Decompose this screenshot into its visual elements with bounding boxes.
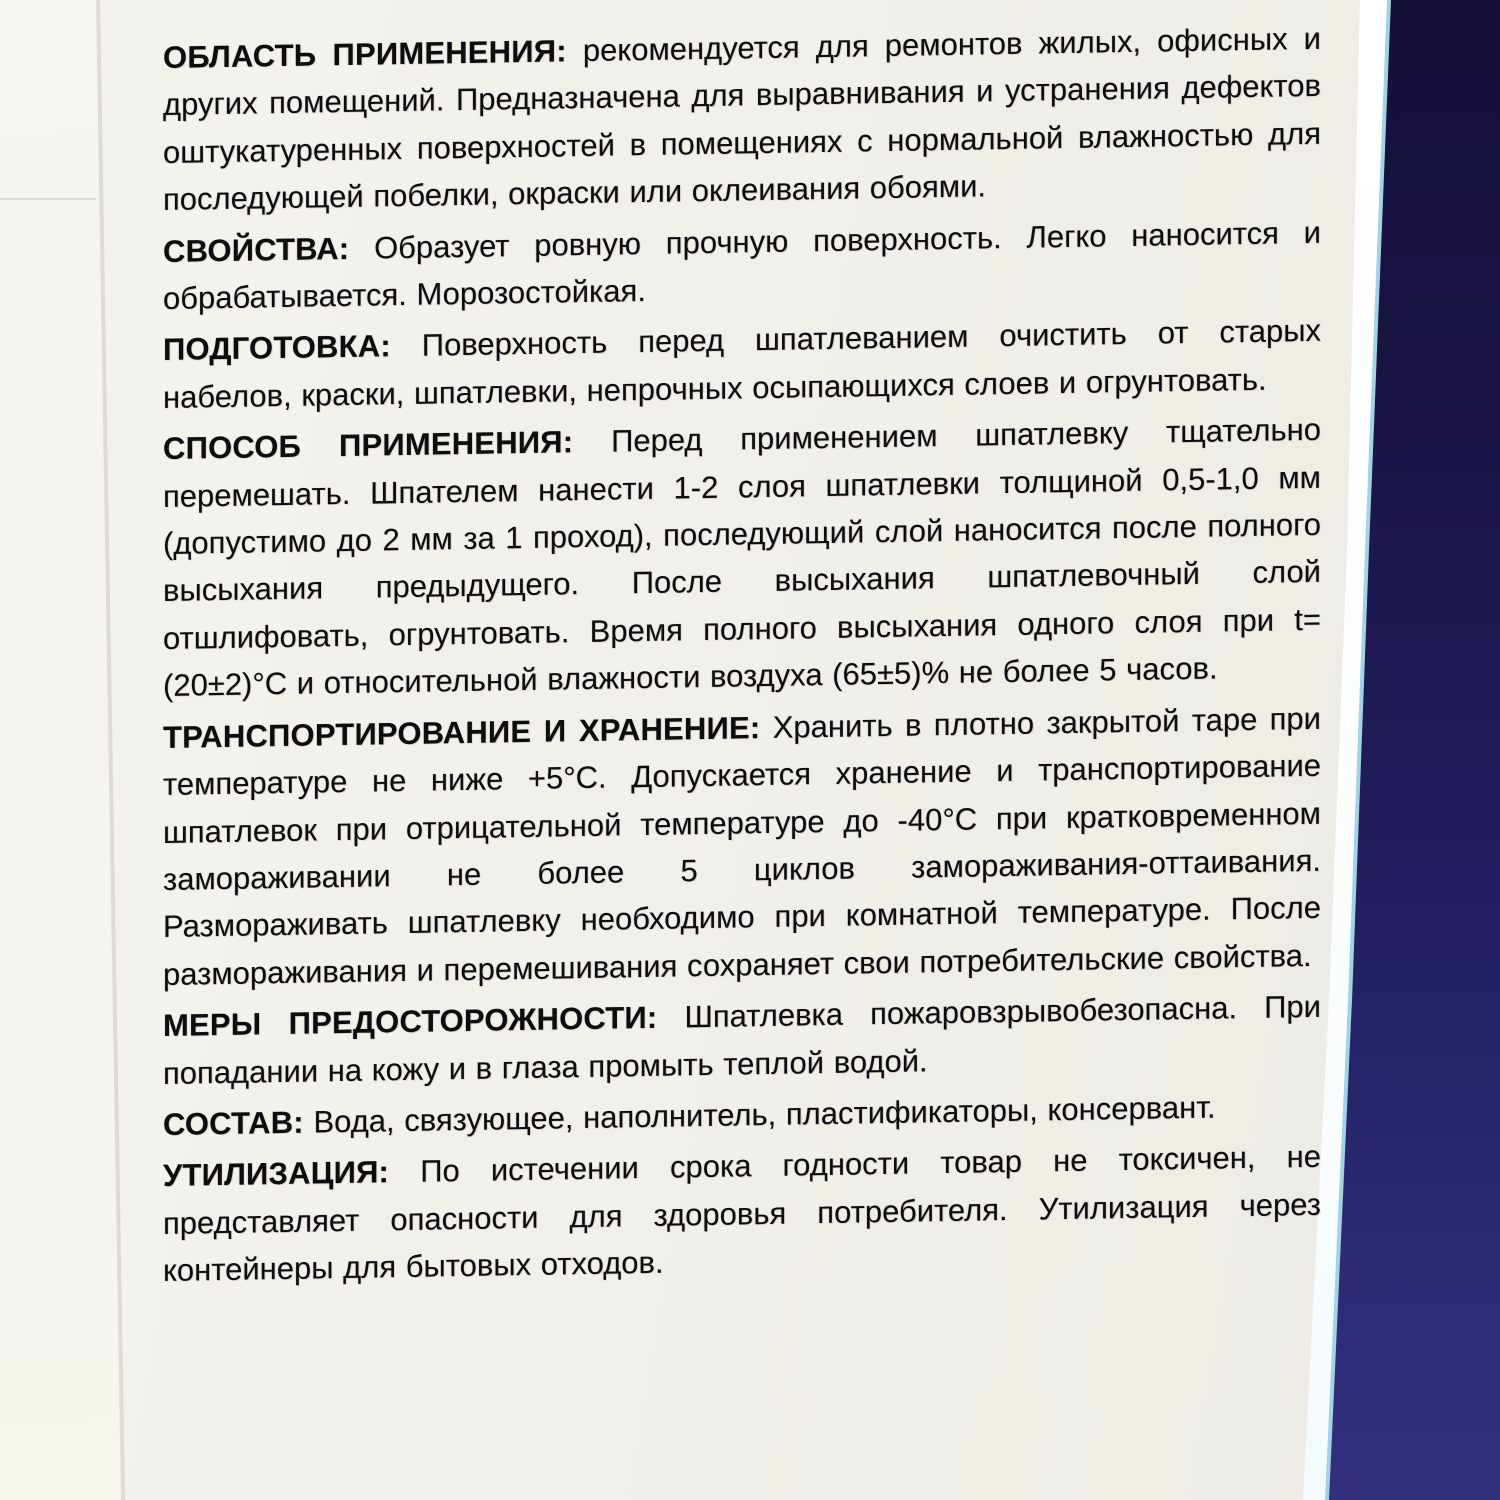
section-body: Перед применением шпатлевку тщательно перемешать. Шпателем нанести 1-2 слоя шпатлевки толщиной 0,5-1,0 мм (допустимо до 2 мм за 1 проход), последующий слой наносится после полного высыхания предыдущего. После высыхания шпатлевочный слой отшлифовать, огрунтовать. Время полного высыхания одного слоя при t=(20±2)°С и относительной влажности воздуха (65±5)% не более 5 часов. <box>163 412 1321 704</box>
section-precautions <box>163 983 1321 1097</box>
section-heading: ТРАНСПОРТИРОВАНИЕ И ХРАНЕНИЕ: <box>163 709 761 755</box>
section-heading: СПОСОБ ПРИМЕНЕНИЯ: <box>163 424 574 467</box>
section-properties <box>163 208 1321 322</box>
section-body: Хранить в плотно закрытой таре при температуре не ниже +5°С. Допускается хранение и транспортирование шпатлевок при отрицательной температуре до -40°С при кратковременном замораживании не более 5 циклов замораживания-оттаивания. Размораживать шпатлевку необходимо при комнатной температуре. После размораживания и перемешивания сохраняет свои потребительские свойства. <box>163 700 1321 992</box>
surface-seam-line <box>0 198 96 200</box>
section-disposal <box>163 1133 1321 1294</box>
section-body: Образует ровную прочную поверхность. Легко наносится и обрабатывается. Морозостойкая. <box>163 214 1321 317</box>
section-body: По истечении срока годности товар не токсичен, не представляет опасности для здоровья потребителя. Утилизация через контейнеры для бытовых отходов. <box>163 1139 1321 1289</box>
section-body: Шпатлевка пожаровзрывобезопасна. При попадании на кожу и в глаза промыть теплой водой. <box>163 988 1321 1091</box>
section-transport-storage <box>163 694 1321 998</box>
section-body: Вода, связующее, наполнитель, пластификаторы, консервант. <box>313 1089 1216 1140</box>
section-heading: МЕРЫ ПРЕДОСТОРОЖНОСТИ: <box>163 999 658 1044</box>
section-heading: СОСТАВ: <box>163 1104 304 1142</box>
section-heading: ОБЛАСТЬ ПРИМЕНЕНИЯ: <box>163 33 567 75</box>
label-text <box>163 15 1321 1299</box>
section-application-area <box>163 15 1321 224</box>
section-heading: СВОЙСТВА: <box>163 230 350 269</box>
section-body: Поверхность перед шпатлеванием очистить от старых набелов, краски, шпатлевки, непрочных осыпающихся слоев и огрунтовать. <box>163 313 1321 415</box>
section-heading: УТИЛИЗАЦИЯ: <box>163 1154 390 1194</box>
section-body: рекомендуется для ремонтов жилых, офисных и других помещений. Предназначена для выравнивания и устранения дефектов оштукатуренных поверхностей в помещениях с нормальной влажностью для последующей побелки, окраски или оклеивания обоями. <box>163 20 1322 218</box>
section-heading: ПОДГОТОВКА: <box>163 328 391 368</box>
section-preparation <box>163 307 1321 421</box>
section-usage <box>163 406 1321 710</box>
